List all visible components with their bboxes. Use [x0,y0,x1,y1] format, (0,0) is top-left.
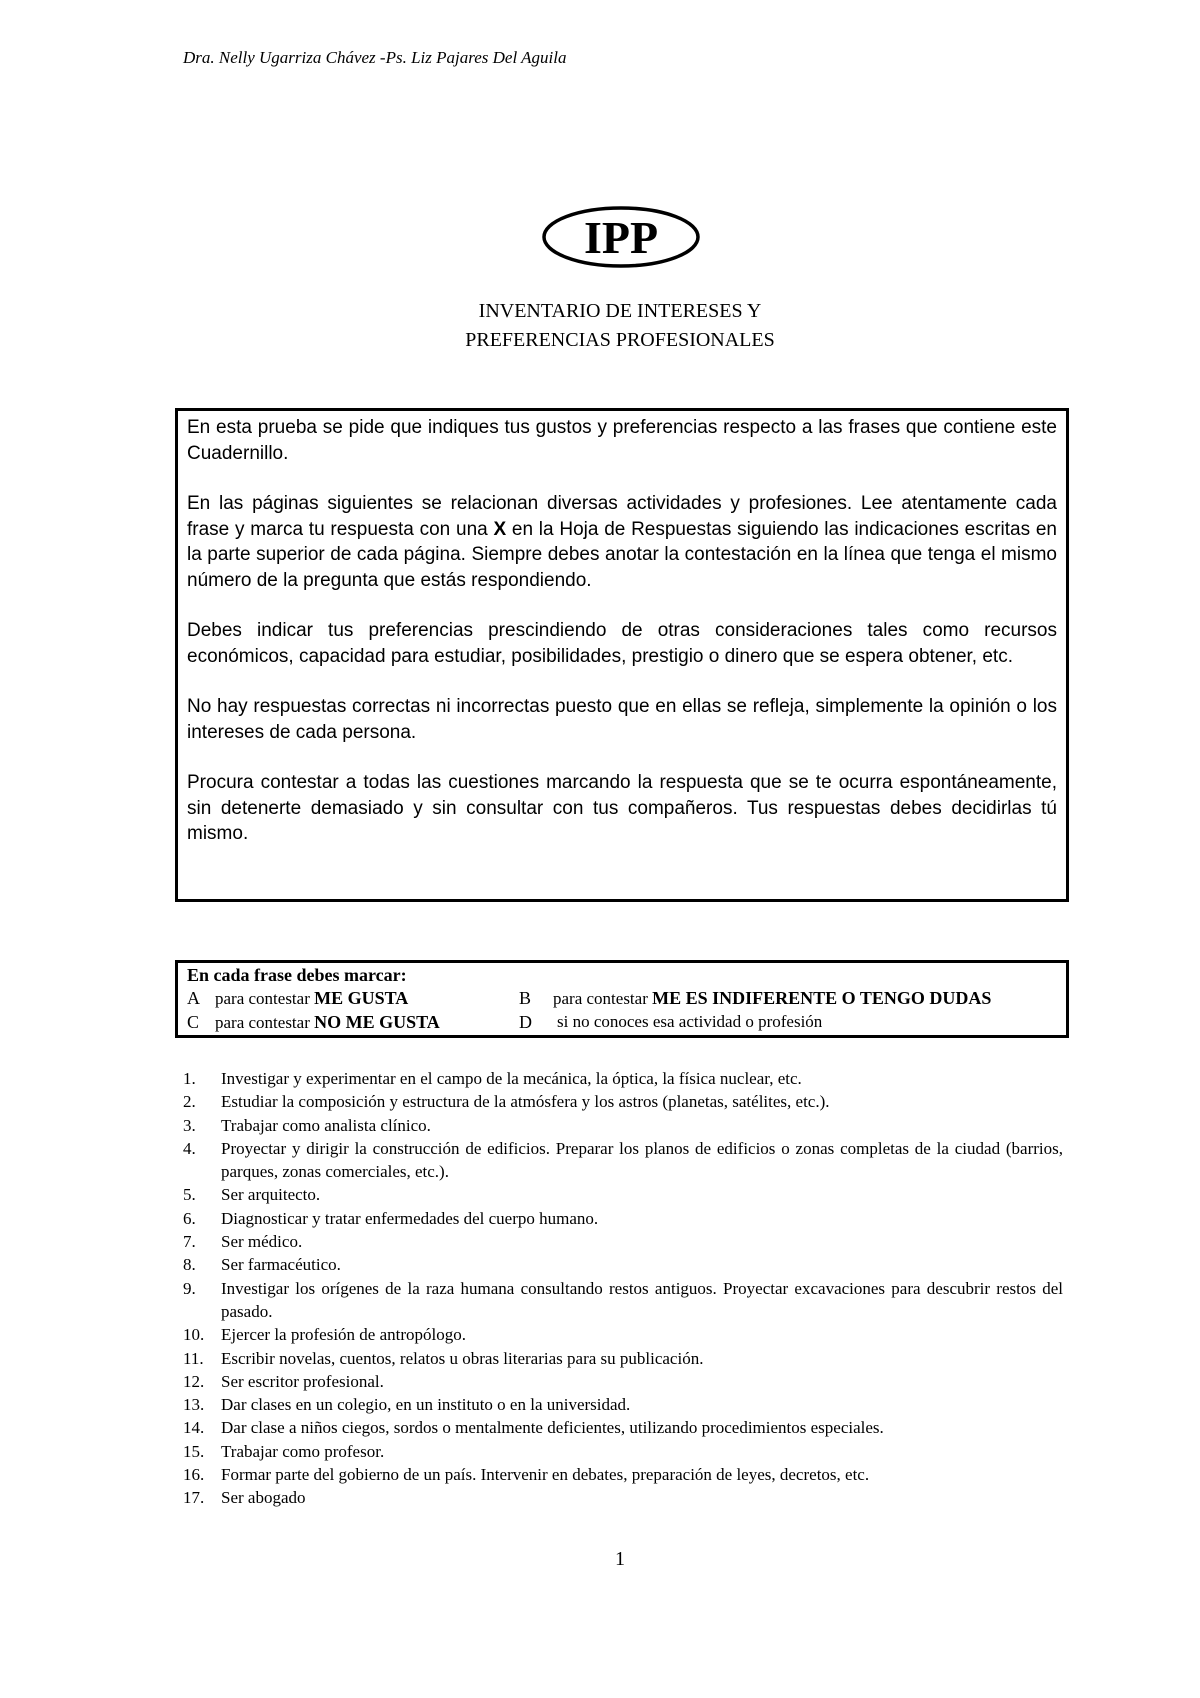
item-text: Dar clase a niños ciegos, sordos o mentalmente deficientes, utilizando procedimientos especiales. [221,1418,884,1438]
instructions-box [175,408,1069,902]
instructions-paragraph-2 [187,491,1057,593]
option-c-prefix: para contestar [215,1013,310,1032]
item-text: Ser médico. [221,1232,303,1252]
questionnaire-item [183,1114,1063,1137]
questionnaire-item [183,1137,1063,1184]
instructions-x-mark: X [493,518,507,540]
item-number: 15. [183,1441,205,1461]
item-number: 17. [183,1488,205,1508]
item-number: 1. [183,1069,196,1088]
questionnaire-item [183,1370,1063,1393]
instructions-paragraph-1: En esta prueba se pide que indiques tus gustos y preferencias respecto a las frases que contiene este Cuadernillo. [187,417,1057,464]
item-number: 10. [183,1325,205,1345]
option-b-prefix: para contestar [553,989,648,1008]
questionnaire-items [183,1067,1063,1510]
title-line-1: INVENTARIO DE INTERESES Y [478,300,762,322]
instructions-paragraph-5: Procura contestar a todas las cuestiones marcando la respuesta que se te ocurra espontáneamente, sin detenerte demasiado y sin consultar con tus compañeros. Tus respuestas debes decidirlas tú mismo. [187,772,1057,844]
document-header-authors: Dra. Nelly Ugarriza Chávez -Ps. Liz Pajares Del Aguila [183,48,567,67]
title-line-2: PREFERENCIAS PROFESIONALES [465,329,775,351]
item-number: 12. [183,1371,205,1391]
questionnaire-item [183,1347,1063,1370]
item-text: Trabajar como analista clínico. [221,1115,431,1135]
item-number: 9. [183,1278,196,1298]
item-text: Ser escritor profesional. [221,1371,384,1391]
answer-key-title: En cada frase debes marcar: [187,965,407,985]
item-text: Investigar los orígenes de la raza humana consultando restos antiguos. Proyectar excavaciones para descubrir restos del pasado. [221,1278,1063,1321]
questionnaire-item [183,1067,1063,1090]
item-text: Ejercer la profesión de antropólogo. [221,1325,466,1345]
item-text: Trabajar como profesor. [221,1441,385,1461]
item-number: 8. [183,1255,196,1275]
ipp-logo-text: IPP [583,212,659,263]
page-number: 1 [615,1548,625,1570]
option-b-letter: B [519,988,532,1008]
item-text: Escribir novelas, cuentos, relatos u obras literarias para su publicación. [221,1348,704,1368]
instructions-p2-end: en la Hoja de Respuestas siguiendo las indicaciones escritas en la parte superior de cada página. Siempre debes anotar la contestación en la línea que tenga el mismo número de la pregunta que estás respondiendo. [187,518,1057,591]
item-number: 16. [183,1465,205,1485]
item-text: Estudiar la composición y estructura de la atmósfera y los astros (planetas, satélites, etc.). [221,1092,830,1112]
answer-key-row-cd [187,1010,1057,1034]
questionnaire-item [183,1463,1063,1486]
item-number: 11. [183,1348,204,1368]
option-d-letter: D [519,1012,532,1032]
instructions-paragraph-4: No hay respuestas correctas ni incorrectas puesto que en ellas se refleja, simplemente la opinión o los intereses de cada persona. [187,696,1057,743]
option-a-letter: A [187,988,200,1008]
option-c-answer: NO ME GUSTA [314,1012,440,1032]
questionnaire-item [183,1183,1063,1206]
item-number: 13. [183,1395,205,1415]
instructions-paragraph-3: Debes indicar tus preferencias prescindiendo de otras consideraciones tales como recursos económicos, capacidad para estudiar, posibilidades, prestigio o dinero que se espera obtener, etc. [187,620,1057,667]
ipp-logo-ellipse [541,204,701,270]
item-text: Investigar y experimentar en el campo de la mecánica, la óptica, la física nuclear, etc. [221,1069,802,1088]
questionnaire-item [183,1230,1063,1253]
item-text: Dar clases en un colegio, en un instituto o en la universidad. [221,1395,631,1415]
item-text: Formar parte del gobierno de un país. Intervenir en debates, preparación de leyes, decretos, etc. [221,1465,870,1485]
option-a-description [215,986,408,1011]
item-text: Diagnosticar y tratar enfermedades del cuerpo humano. [221,1208,599,1228]
answer-key-box [175,960,1069,1038]
questionnaire-item [183,1090,1063,1113]
questionnaire-item [183,1207,1063,1230]
item-text: Proyectar y dirigir la construcción de edificios. Preparar los planos de edificios o zonas completas de la ciudad (barrios, parques, zonas comerciales, etc.). [221,1138,1063,1182]
option-a-answer: ME GUSTA [314,988,409,1008]
instructions-p2-start: En las páginas siguientes se relacionan diversas actividades y profesiones. Lee atentamente cada frase y marca tu respuesta con una [187,493,1057,540]
questionnaire-item [183,1416,1063,1439]
item-number: 14. [183,1418,205,1438]
document-title [0,297,1200,355]
item-number: 2. [183,1092,196,1112]
questionnaire-item [183,1440,1063,1463]
ipp-logo [541,204,701,270]
option-b-description [553,986,991,1011]
questionnaire-item [183,1323,1063,1346]
option-c-letter: C [187,1012,200,1032]
questionnaire-item [183,1277,1063,1324]
item-text: Ser farmacéutico. [221,1255,341,1275]
item-number: 4. [183,1138,196,1158]
item-text: Ser abogado [221,1488,306,1508]
option-a-prefix: para contestar [215,989,310,1008]
option-c-description [215,1010,440,1035]
item-number: 7. [183,1232,196,1252]
option-d-description: si no conoces esa actividad o profesión [557,1012,823,1031]
item-number: 5. [183,1185,196,1205]
questionnaire-item [183,1393,1063,1416]
answer-key-row-ab [187,986,1057,1010]
item-number: 3. [183,1115,196,1135]
questionnaire-item [183,1486,1063,1509]
option-b-answer: ME ES INDIFERENTE O TENGO DUDAS [652,988,992,1008]
item-number: 6. [183,1208,196,1228]
item-text: Ser arquitecto. [221,1185,321,1205]
questionnaire-item [183,1253,1063,1276]
